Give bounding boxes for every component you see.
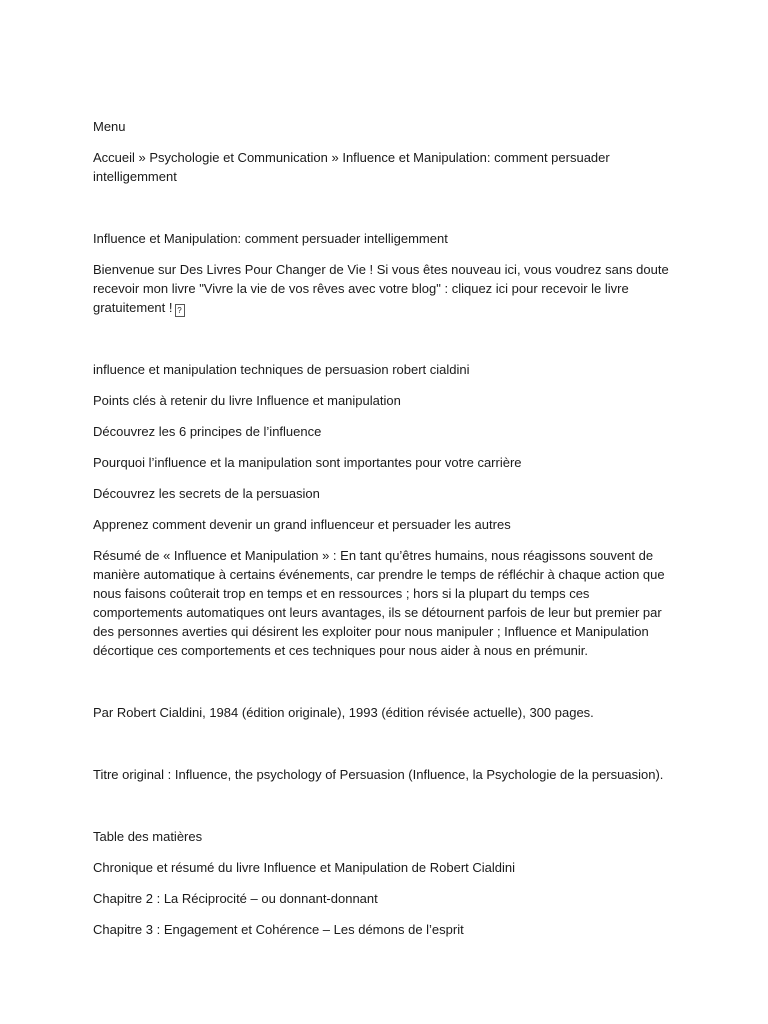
free-book-link[interactable]: cliquez ici pour recevoir le livre gratuitement [93, 281, 629, 315]
menu-toggle[interactable] [93, 117, 678, 136]
image-caption: influence et manipulation techniques de persuasion robert cialdini [93, 362, 470, 377]
toc-link[interactable]: Chapitre 3 : Engagement et Cohérence – Les démons de l’esprit [93, 922, 464, 937]
toc-link[interactable]: Chapitre 2 : La Réciprocité – ou donnant-donnant [93, 891, 378, 906]
toc-item[interactable] [93, 920, 678, 939]
highlight-item: Apprenez comment devenir un grand influenceur et persuader les autres [93, 517, 511, 532]
welcome-text: Bienvenue sur Des Livres Pour Changer de Vie ! Si vous êtes nouveau ici, vous voudrez sans doute recevoir mon livre "Vivre la vie de vos rêves avec votre blog" : [93, 262, 669, 296]
breadcrumb-current: Influence et Manipulation: comment persuader intelligemment [93, 150, 610, 184]
breadcrumb [93, 148, 678, 186]
author-line: Par Robert Cialdini, 1984 (édition originale), 1993 (édition révisée actuelle), 300 pages. [93, 705, 594, 720]
breadcrumb-separator: » [327, 150, 343, 165]
menu-label[interactable]: Menu [93, 119, 126, 134]
highlight-item: Points clés à retenir du livre Influence et manipulation [93, 393, 401, 408]
welcome-message [93, 260, 678, 317]
highlight-item: Découvrez les secrets de la persuasion [93, 486, 320, 501]
welcome-suffix: ! [165, 300, 173, 315]
summary-paragraph: Résumé de « Influence et Manipulation » : En tant qu’êtres humains, nous réagissons souvent de manière automatique à certains événements, car prendre le temps de réfléchir à chaque action que nous faisons coûterait trop en temps et en ressources ; hors si la plupart du temps ces comportements automatiques ont leurs avantages, ils se détournent parfois de leur but premier par des personnes averties qui désirent les exploiter pour nous manipuler ; Influence et Manipulation décortique ces comportements et ces techniques pour nous aider à nous en prémunir. [93, 548, 665, 658]
toc-item[interactable] [93, 889, 678, 908]
page-content [93, 117, 678, 939]
breadcrumb-separator: » [134, 150, 150, 165]
breadcrumb-home-link[interactable]: Accueil [93, 150, 135, 165]
highlight-item: Pourquoi l’influence et la manipulation sont importantes pour votre carrière [93, 455, 522, 470]
breadcrumb-category-link[interactable]: Psychologie et Communication [149, 150, 328, 165]
toc-item[interactable] [93, 858, 678, 877]
toc-link[interactable]: Chronique et résumé du livre Influence et Manipulation de Robert Cialdini [93, 860, 516, 875]
highlight-item: Découvrez les 6 principes de l’influence [93, 424, 322, 439]
page-title: Influence et Manipulation: comment persuader intelligemment [93, 231, 448, 246]
missing-emoji-icon: ? [175, 304, 185, 317]
toc-heading: Table des matières [93, 829, 203, 844]
original-title: Titre original : Influence, the psychology of Persuasion (Influence, la Psychologie de la persuasion). [93, 767, 664, 782]
